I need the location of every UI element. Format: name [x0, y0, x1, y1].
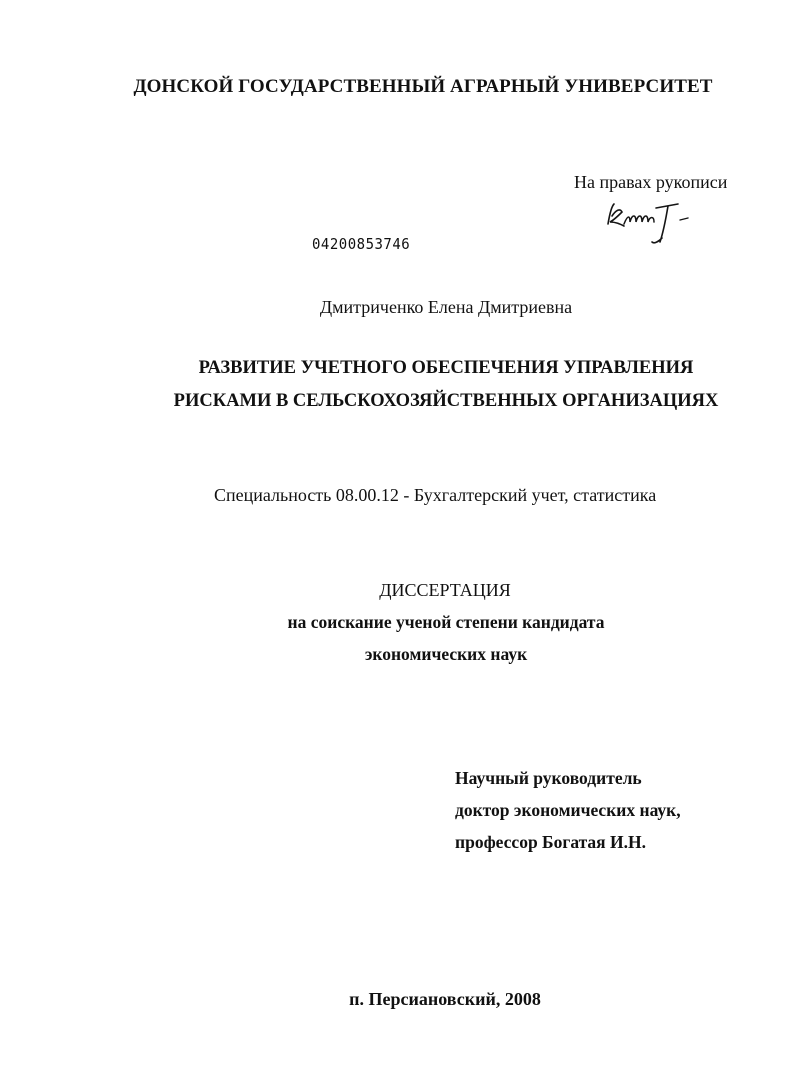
degree-line-2: экономических наук — [364, 644, 528, 664]
author-name: Дмитриченко Елена Дмитриевна — [319, 297, 573, 317]
thesis-title-line-1: РАЗВИТИЕ УЧЕТНОГО ОБЕСПЕЧЕНИЯ УПРАВЛЕНИЯ — [198, 358, 694, 378]
handwritten-signature — [602, 194, 692, 252]
place-and-year: п. Персиановский, 2008 — [349, 989, 541, 1009]
degree-line-1: на соискание ученой степени кандидата — [287, 612, 605, 632]
supervisor-degree: доктор экономических наук, — [455, 800, 681, 820]
specialty: Специальность 08.00.12 - Бухгалтерский учет, статистика — [214, 485, 657, 505]
registration-stamp-number: 04200853746 — [312, 236, 411, 254]
supervisor-label: Научный руководитель — [455, 768, 642, 788]
thesis-title-line-2: РИСКАМИ В СЕЛЬСКОХОЗЯЙСТВЕННЫХ ОРГАНИЗАЦИЯХ — [173, 391, 719, 411]
supervisor-name: профессор Богатая И.Н. — [455, 832, 646, 852]
university-name: ДОНСКОЙ ГОСУДАРСТВЕННЫЙ АГРАРНЫЙ УНИВЕРСИТЕТ — [133, 76, 713, 97]
manuscript-rights-note: На правах рукописи — [574, 172, 728, 192]
document-type: ДИССЕРТАЦИЯ — [379, 580, 511, 600]
